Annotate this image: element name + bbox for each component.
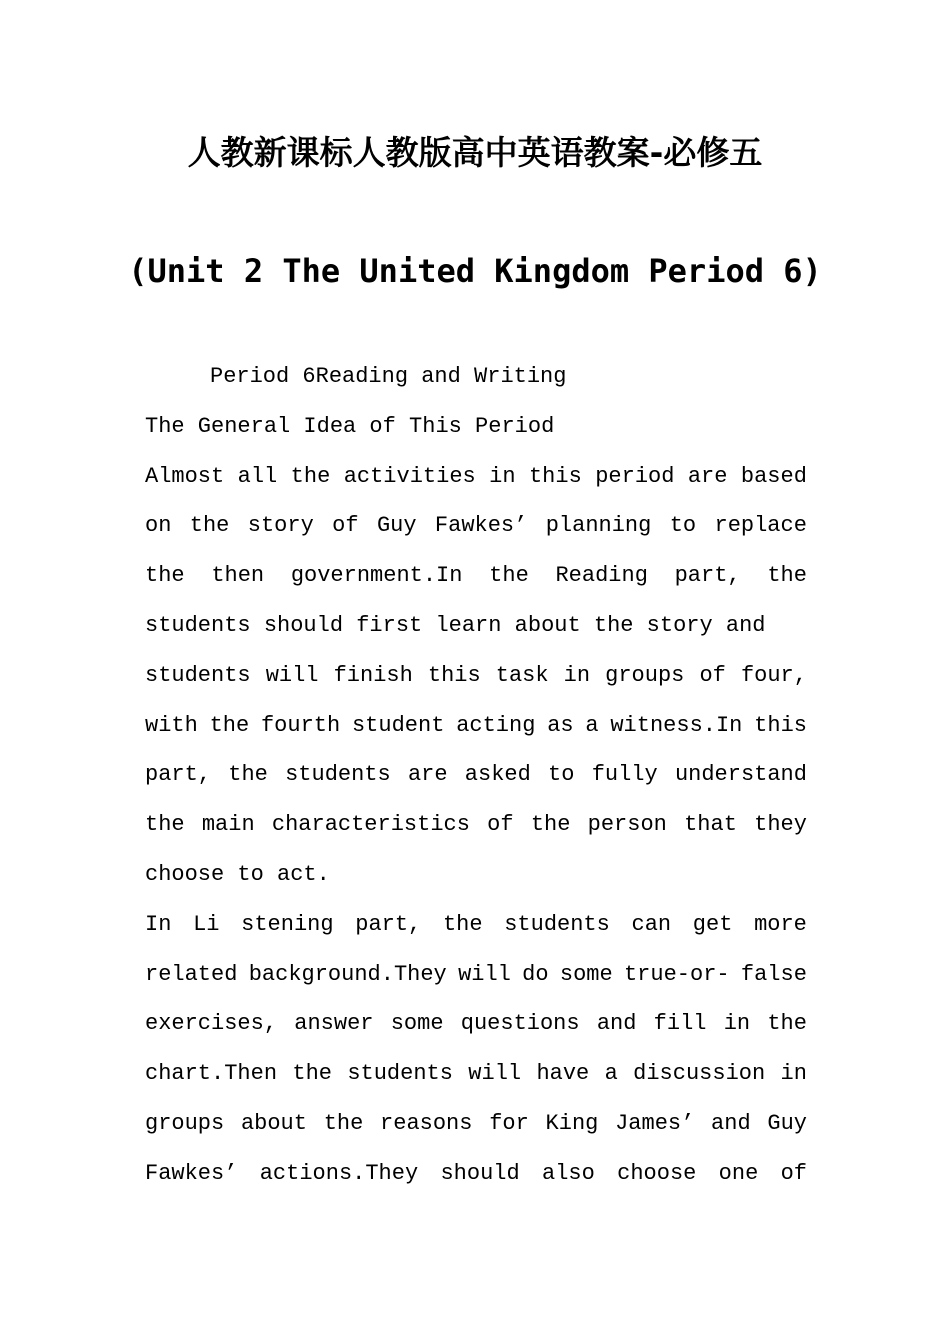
- word: person: [587, 812, 667, 838]
- word: are: [407, 762, 448, 788]
- paragraph-line: [145, 501, 807, 551]
- paragraph-line: [145, 452, 807, 502]
- section-heading-period: Period 6Reading and Writing: [210, 364, 567, 389]
- word: some: [559, 961, 613, 987]
- word: of: [487, 812, 514, 838]
- word: are: [687, 463, 728, 489]
- word: of: [699, 662, 726, 688]
- word: part,: [674, 563, 741, 589]
- document-body: [145, 352, 807, 1199]
- word: the: [290, 463, 331, 489]
- word: stening: [241, 911, 334, 937]
- word: fourth: [260, 712, 341, 738]
- word: students: [285, 762, 391, 788]
- word: they: [754, 812, 807, 838]
- word: groups: [605, 662, 685, 688]
- paragraph-line: [145, 1149, 807, 1199]
- word: based: [740, 463, 807, 489]
- word: acting: [456, 712, 536, 738]
- word: this: [528, 463, 582, 489]
- word: questions: [460, 1011, 580, 1037]
- word: reasons: [380, 1110, 473, 1136]
- paragraph-line: choose to act.: [145, 861, 330, 887]
- paragraph-line: students should first learn about the story and: [145, 612, 766, 638]
- word: In: [145, 911, 172, 937]
- word: this: [427, 662, 481, 688]
- word: will: [458, 961, 511, 987]
- word: planning: [545, 513, 652, 539]
- word: characteristics: [271, 812, 470, 838]
- paragraph-line: [145, 900, 807, 950]
- word: fill: [653, 1011, 707, 1037]
- word: the: [292, 1061, 332, 1087]
- word: background.They: [248, 961, 447, 987]
- word: period: [595, 463, 675, 489]
- word: Guy: [767, 1110, 807, 1136]
- word: answer: [294, 1011, 374, 1037]
- word: actions.They: [259, 1160, 419, 1186]
- word: the: [323, 1110, 364, 1136]
- word: the: [767, 1011, 807, 1037]
- paragraph-line: [145, 800, 807, 850]
- word: asked: [464, 762, 531, 788]
- word: the: [145, 563, 185, 589]
- word: will: [468, 1061, 522, 1087]
- paragraph-line: [145, 950, 807, 1000]
- word: government.In: [290, 563, 463, 589]
- word: the: [489, 563, 529, 589]
- word: story: [247, 513, 314, 539]
- word: get: [692, 911, 733, 937]
- word: part,: [145, 762, 212, 788]
- word: James’: [615, 1110, 695, 1136]
- word: Fawkes’: [145, 1160, 238, 1186]
- word: some: [390, 1011, 444, 1037]
- word: students: [145, 662, 251, 688]
- paragraph-line: [145, 651, 807, 701]
- word: the: [145, 812, 185, 838]
- word: King: [545, 1110, 599, 1136]
- word: should: [440, 1160, 520, 1186]
- word: a: [604, 1061, 618, 1087]
- word: of: [332, 513, 359, 539]
- document-title-chinese: 人教新课标人教版高中英语教案-必修五: [187, 133, 763, 172]
- document-title-english: (Unit 2 The United Kingdom Period 6): [128, 252, 822, 290]
- word: do: [522, 961, 549, 987]
- paragraph-line: [145, 750, 807, 800]
- word: one: [718, 1160, 759, 1186]
- word: in: [780, 1061, 807, 1087]
- word: the: [767, 563, 807, 589]
- word: part,: [355, 911, 422, 937]
- word: in: [489, 463, 516, 489]
- section-heading-general-idea: The General Idea of This Period: [145, 413, 555, 439]
- word: also: [542, 1160, 595, 1186]
- word: more: [754, 911, 807, 937]
- paragraph-line: [145, 1099, 807, 1149]
- word: students: [504, 911, 610, 937]
- word: chart.Then: [145, 1061, 278, 1087]
- word: fully: [591, 762, 658, 788]
- word: Almost: [145, 463, 225, 489]
- word: false: [740, 961, 807, 987]
- word: the: [209, 712, 250, 738]
- word: students: [347, 1061, 453, 1087]
- word: of: [780, 1160, 807, 1186]
- word: Guy: [376, 513, 417, 539]
- word: related: [145, 961, 238, 987]
- word: four,: [740, 662, 807, 688]
- word: about: [240, 1110, 307, 1136]
- word: a: [585, 712, 599, 738]
- word: Fawkes’: [434, 513, 528, 539]
- word: the: [189, 513, 230, 539]
- word: finish: [333, 662, 413, 688]
- word: have: [536, 1061, 590, 1087]
- word: witness.In: [610, 712, 743, 738]
- word: discussion: [633, 1061, 766, 1087]
- word: that: [684, 812, 737, 838]
- word: on: [145, 513, 172, 539]
- word: can: [631, 911, 672, 937]
- word: activities: [343, 463, 476, 489]
- word: in: [723, 1011, 751, 1037]
- word: will: [265, 662, 319, 688]
- word: replace: [714, 513, 807, 539]
- word: the: [228, 762, 268, 788]
- word: understand: [674, 762, 807, 788]
- word: student: [351, 712, 445, 738]
- word: and: [596, 1011, 637, 1037]
- word: task: [495, 662, 549, 688]
- word: the: [442, 911, 483, 937]
- word: the: [530, 812, 571, 838]
- word: for: [489, 1110, 529, 1136]
- word: in: [563, 662, 591, 688]
- word: this: [754, 712, 807, 738]
- word: main: [201, 812, 255, 838]
- word: true-or-: [623, 961, 730, 987]
- word: then: [211, 563, 265, 589]
- paragraph-line: [145, 551, 807, 601]
- paragraph-line: [145, 999, 807, 1049]
- word: Reading: [555, 563, 648, 589]
- word: to: [669, 513, 697, 539]
- paragraph-line: [145, 1049, 807, 1099]
- word: groups: [145, 1110, 225, 1136]
- word: choose: [617, 1160, 697, 1186]
- word: exercises,: [145, 1011, 278, 1037]
- word: to: [548, 762, 575, 788]
- paragraph-line: [145, 701, 807, 751]
- word: and: [711, 1110, 751, 1136]
- word: Li: [193, 911, 220, 937]
- word: with: [145, 712, 198, 738]
- word: as: [547, 712, 574, 738]
- word: all: [237, 463, 278, 489]
